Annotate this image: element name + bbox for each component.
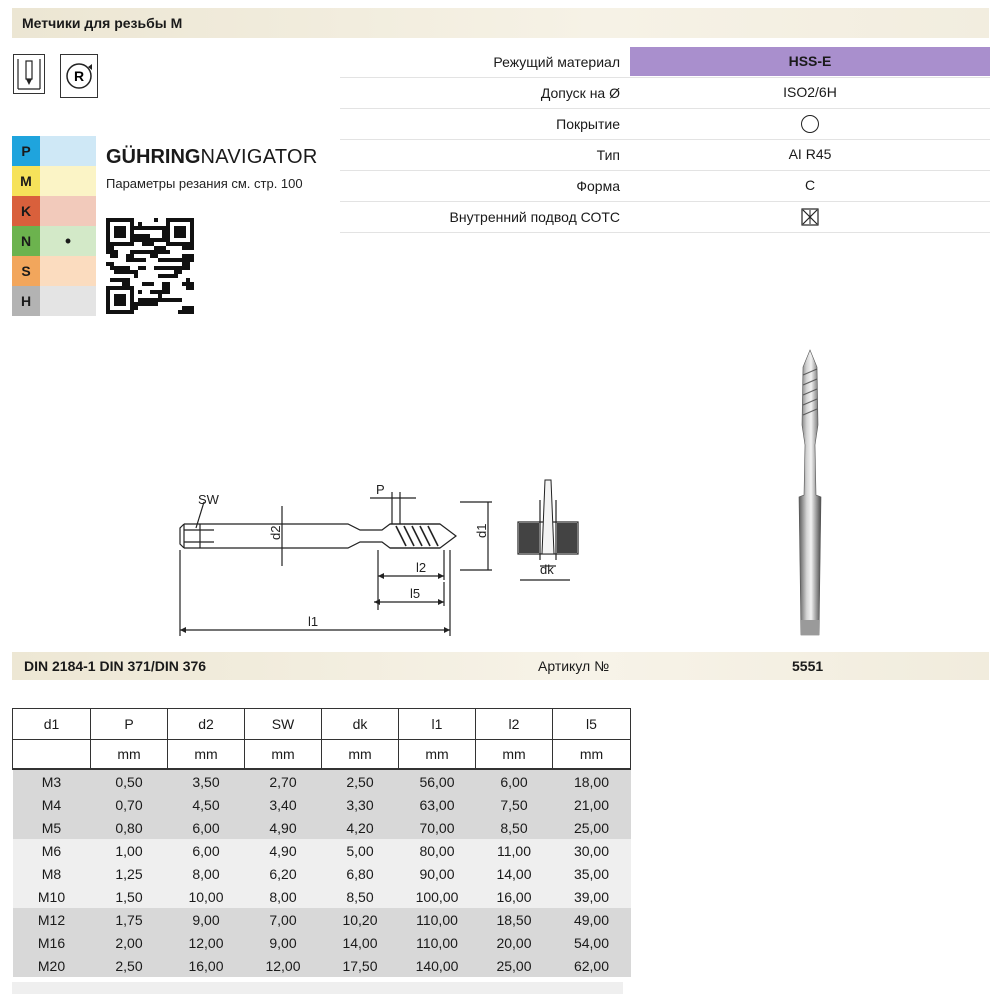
table-cell: 4,90 bbox=[245, 816, 322, 839]
table-cell: 16,00 bbox=[168, 954, 245, 977]
table-row bbox=[13, 885, 631, 908]
material-group-n bbox=[12, 226, 96, 256]
table-row bbox=[13, 793, 631, 816]
column-header: l1 bbox=[399, 709, 476, 740]
table-cell: 2,50 bbox=[322, 769, 399, 793]
table-cell: M12 bbox=[13, 908, 91, 931]
table-cell: 10,00 bbox=[168, 885, 245, 908]
table-cell: M16 bbox=[13, 931, 91, 954]
l2-label: l2 bbox=[416, 560, 427, 575]
table-cell: 90,00 bbox=[399, 862, 476, 885]
column-unit: mm bbox=[476, 740, 553, 770]
uncoated-circle-icon bbox=[801, 115, 819, 133]
table-cell: 63,00 bbox=[399, 793, 476, 816]
table-cell: 3,40 bbox=[245, 793, 322, 816]
table-cell: 8,50 bbox=[322, 885, 399, 908]
page-title: Метчики для резьбы М bbox=[12, 8, 989, 38]
table-cell: 6,00 bbox=[476, 769, 553, 793]
table-cell: 14,00 bbox=[322, 931, 399, 954]
column-header: SW bbox=[245, 709, 322, 740]
table-cell: 8,00 bbox=[168, 862, 245, 885]
table-cell: 7,00 bbox=[245, 908, 322, 931]
table-cell: M10 bbox=[13, 885, 91, 908]
material-group-p bbox=[12, 136, 96, 166]
table-cell: 8,00 bbox=[245, 885, 322, 908]
table-cell: 0,70 bbox=[91, 793, 168, 816]
column-unit: mm bbox=[399, 740, 476, 770]
material-letter: H bbox=[12, 286, 40, 316]
spec-row-type bbox=[340, 140, 990, 171]
table-cell: 1,50 bbox=[91, 885, 168, 908]
material-suitability bbox=[40, 136, 96, 166]
table-row bbox=[13, 769, 631, 793]
material-group-s bbox=[12, 256, 96, 286]
table-cell: 2,00 bbox=[91, 931, 168, 954]
right-hand-rotation-icon bbox=[60, 54, 98, 98]
table-cell: 6,00 bbox=[168, 816, 245, 839]
column-unit: mm bbox=[91, 740, 168, 770]
table-cell: 0,50 bbox=[91, 769, 168, 793]
table-cell: 6,80 bbox=[322, 862, 399, 885]
column-unit: mm bbox=[553, 740, 631, 770]
table-cell: 11,00 bbox=[476, 839, 553, 862]
d2-label: d2 bbox=[268, 525, 283, 540]
p-label: P bbox=[376, 482, 385, 497]
spec-label: Тип bbox=[596, 147, 620, 163]
table-cell: 3,50 bbox=[168, 769, 245, 793]
table-cell: 9,00 bbox=[168, 908, 245, 931]
svg-text:R: R bbox=[73, 68, 85, 84]
spec-label: Покрытие bbox=[556, 116, 620, 132]
table-cell: 18,00 bbox=[553, 769, 631, 793]
material-suitability: • bbox=[40, 226, 96, 256]
dimensions-table bbox=[12, 708, 631, 977]
table-cell: 6,00 bbox=[168, 839, 245, 862]
table-cell: 25,00 bbox=[553, 816, 631, 839]
qr-code-icon[interactable] bbox=[106, 218, 194, 314]
table-cell: 100,00 bbox=[399, 885, 476, 908]
spec-label: Режущий материал bbox=[493, 54, 620, 70]
material-suitability bbox=[40, 256, 96, 286]
table-cell: 9,00 bbox=[245, 931, 322, 954]
dk-label: dk bbox=[540, 562, 554, 577]
table-footer-strip bbox=[12, 982, 623, 994]
table-cell: 1,25 bbox=[91, 862, 168, 885]
table-row bbox=[13, 954, 631, 977]
table-cell: 7,50 bbox=[476, 793, 553, 816]
spec-value: AI R45 bbox=[788, 146, 832, 162]
table-row bbox=[13, 908, 631, 931]
table-cell: 0,80 bbox=[91, 816, 168, 839]
guhring-navigator-logo: GÜHRINGNAVIGATOR bbox=[106, 146, 318, 168]
table-cell: 62,00 bbox=[553, 954, 631, 977]
material-letter: P bbox=[12, 136, 40, 166]
column-header: l2 bbox=[476, 709, 553, 740]
table-cell: 56,00 bbox=[399, 769, 476, 793]
table-cell: 30,00 bbox=[553, 839, 631, 862]
table-cell: 39,00 bbox=[553, 885, 631, 908]
table-row bbox=[13, 839, 631, 862]
table-cell: 110,00 bbox=[399, 931, 476, 954]
column-unit: mm bbox=[168, 740, 245, 770]
table-units-row bbox=[13, 740, 631, 770]
table-row bbox=[13, 931, 631, 954]
tap-product-photo bbox=[785, 345, 835, 645]
column-header: P bbox=[91, 709, 168, 740]
spec-row-form bbox=[340, 171, 990, 202]
table-cell: 4,20 bbox=[322, 816, 399, 839]
table-cell: 18,50 bbox=[476, 908, 553, 931]
table-cell: M8 bbox=[13, 862, 91, 885]
material-groups bbox=[12, 136, 96, 316]
d1-label: d1 bbox=[474, 523, 489, 538]
l1-label: l1 bbox=[308, 614, 319, 629]
article-number: 5551 bbox=[792, 658, 824, 674]
table-header-row bbox=[13, 709, 631, 740]
material-group-m bbox=[12, 166, 96, 196]
tap-technical-drawing bbox=[170, 470, 590, 645]
din-standards: DIN 2184-1 DIN 371/DIN 376 bbox=[24, 658, 207, 674]
table-cell: 20,00 bbox=[476, 931, 553, 954]
spec-label: Форма bbox=[576, 178, 620, 194]
article-label: Артикул № bbox=[538, 658, 610, 674]
table-cell: 110,00 bbox=[399, 908, 476, 931]
column-header: d1 bbox=[13, 709, 91, 740]
column-header: l5 bbox=[553, 709, 631, 740]
table-cell: 4,90 bbox=[245, 839, 322, 862]
material-suitability bbox=[40, 286, 96, 316]
material-group-k bbox=[12, 196, 96, 226]
spec-value: C bbox=[804, 177, 816, 193]
table-cell: 21,00 bbox=[553, 793, 631, 816]
spec-label: Допуск на Ø bbox=[540, 85, 620, 101]
table-cell: M4 bbox=[13, 793, 91, 816]
table-cell: 16,00 bbox=[476, 885, 553, 908]
table-cell: 25,00 bbox=[476, 954, 553, 977]
cutting-parameters-note: Параметры резания см. стр. 100 bbox=[106, 176, 303, 191]
table-cell: 17,50 bbox=[322, 954, 399, 977]
material-letter: N bbox=[12, 226, 40, 256]
spec-value bbox=[630, 202, 990, 231]
table-cell: 35,00 bbox=[553, 862, 631, 885]
table-cell: M5 bbox=[13, 816, 91, 839]
table-cell: M6 bbox=[13, 839, 91, 862]
table-cell: 8,50 bbox=[476, 816, 553, 839]
table-cell: 1,00 bbox=[91, 839, 168, 862]
table-cell: 2,70 bbox=[245, 769, 322, 793]
spec-row-cutting-material bbox=[340, 47, 990, 78]
blind-hole-icon bbox=[13, 54, 45, 94]
column-unit: mm bbox=[322, 740, 399, 770]
spec-table bbox=[340, 47, 990, 233]
spec-row-coating bbox=[340, 109, 990, 140]
spec-value: HSS-E bbox=[630, 47, 990, 76]
material-letter: M bbox=[12, 166, 40, 196]
table-cell: 3,30 bbox=[322, 793, 399, 816]
table-cell: 49,00 bbox=[553, 908, 631, 931]
spec-label: Внутренний подвод СОТС bbox=[449, 209, 620, 225]
table-cell: 5,00 bbox=[322, 839, 399, 862]
table-cell: 10,20 bbox=[322, 908, 399, 931]
material-group-h bbox=[12, 286, 96, 316]
no-coolant-icon bbox=[801, 208, 819, 226]
sw-label: SW bbox=[198, 492, 219, 507]
table-cell: 4,50 bbox=[168, 793, 245, 816]
material-suitability bbox=[40, 166, 96, 196]
material-letter: K bbox=[12, 196, 40, 226]
spec-row-tolerance bbox=[340, 78, 990, 109]
material-suitability bbox=[40, 196, 96, 226]
table-cell: 80,00 bbox=[399, 839, 476, 862]
column-unit bbox=[13, 740, 91, 770]
l5-label: l5 bbox=[410, 586, 421, 601]
table-cell: 12,00 bbox=[168, 931, 245, 954]
spec-value: ISO2/6H bbox=[783, 84, 837, 100]
table-cell: 14,00 bbox=[476, 862, 553, 885]
spec-value bbox=[630, 109, 990, 138]
table-cell: 2,50 bbox=[91, 954, 168, 977]
table-cell: 12,00 bbox=[245, 954, 322, 977]
table-row bbox=[13, 862, 631, 885]
table-cell: 70,00 bbox=[399, 816, 476, 839]
spec-row-coolant bbox=[340, 202, 990, 233]
material-letter: S bbox=[12, 256, 40, 286]
table-cell: 1,75 bbox=[91, 908, 168, 931]
table-cell: 140,00 bbox=[399, 954, 476, 977]
table-row bbox=[13, 816, 631, 839]
table-cell: M20 bbox=[13, 954, 91, 977]
table-cell: 6,20 bbox=[245, 862, 322, 885]
table-cell: 54,00 bbox=[553, 931, 631, 954]
column-header: d2 bbox=[168, 709, 245, 740]
column-unit: mm bbox=[245, 740, 322, 770]
column-header: dk bbox=[322, 709, 399, 740]
table-cell: M3 bbox=[13, 769, 91, 793]
